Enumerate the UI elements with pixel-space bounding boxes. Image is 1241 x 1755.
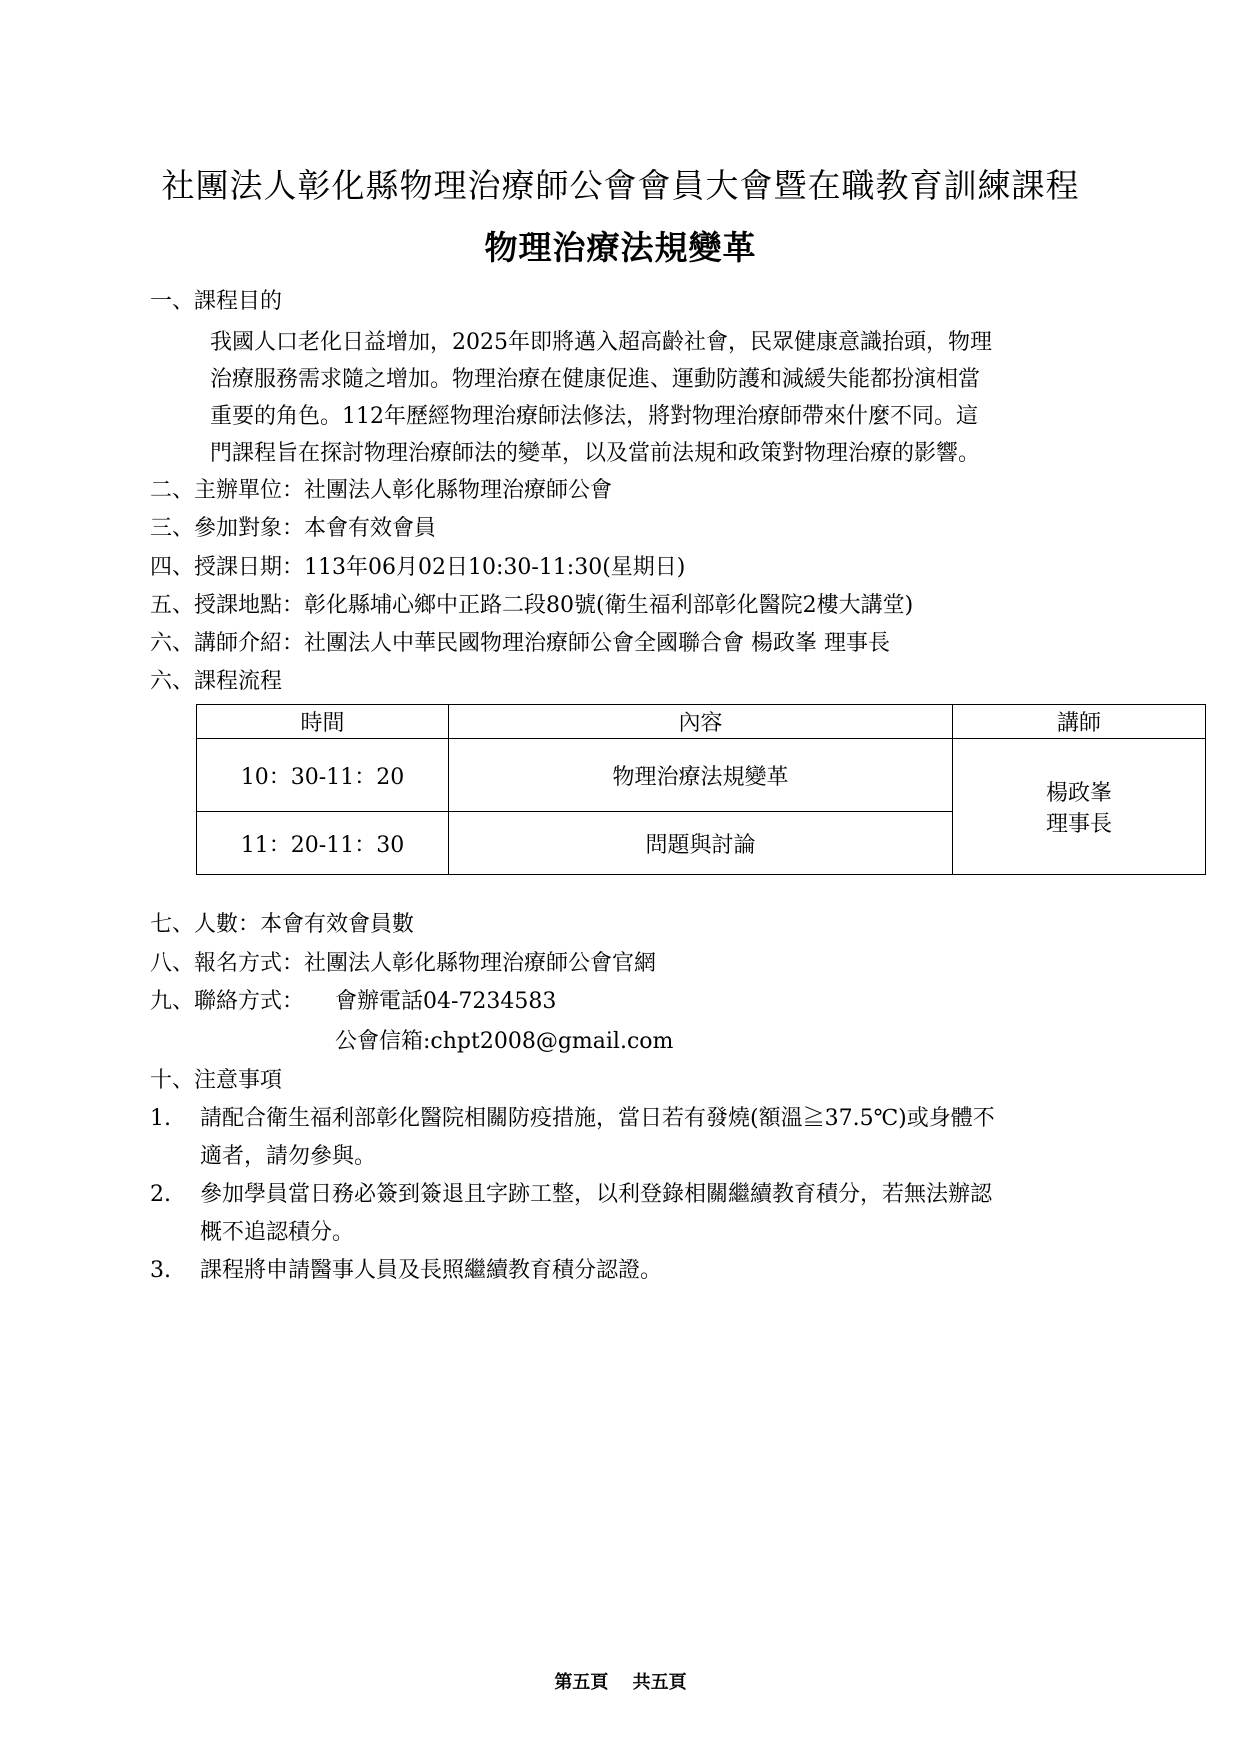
speaker-title: 理事長 bbox=[1045, 811, 1112, 837]
purpose-line: 治療服務需求隨之增加。物理治療在健康促進、運動防護和減緩失能都扮演相當 bbox=[210, 367, 981, 392]
cell-time: 11：20-11：30 bbox=[197, 812, 449, 875]
purpose-line: 重要的角色。112年歷經物理治療師法修法，將對物理治療師帶來什麼不同。這 bbox=[210, 404, 978, 429]
notes-heading: 十、注意事項 bbox=[150, 1068, 283, 1093]
date-line: 四、授課日期：113年06月02日10:30-11:30(星期日) bbox=[150, 555, 686, 580]
table-row bbox=[197, 739, 1206, 812]
note-line: 參加學員當日務必簽到簽退且字跡工整，以利登錄相關繼續教育積分，若無法辦認 bbox=[200, 1182, 993, 1207]
cell-content: 問題與討論 bbox=[449, 812, 953, 875]
purpose-line: 門課程旨在探討物理治療師法的變革，以及當前法規和政策對物理治療的影響。 bbox=[210, 441, 981, 466]
note-line: 適者，請勿參與。 bbox=[200, 1144, 377, 1169]
document-title: 社團法人彰化縣物理治療師公會會員大會暨在職教育訓練課程 bbox=[161, 166, 1080, 205]
speaker-line: 六、講師介紹：社團法人中華民國物理治療師公會全國聯合會 楊政峯 理事長 bbox=[150, 631, 890, 656]
cell-content: 物理治療法規變革 bbox=[449, 739, 953, 812]
speaker-name: 楊政峯 bbox=[1045, 780, 1112, 806]
location-line: 五、授課地點：彰化縣埔心鄉中正路二段80號(衛生福利部彰化醫院2樓大講堂) bbox=[150, 593, 914, 618]
contact-email: 公會信箱:chpt2008@gmail.com bbox=[335, 1029, 674, 1054]
schedule-table bbox=[196, 704, 1206, 875]
document-subtitle: 物理治療法規變革 bbox=[484, 228, 757, 267]
purpose-paragraph bbox=[210, 324, 1100, 472]
note-number: 2. bbox=[150, 1182, 171, 1207]
schedule-header-row bbox=[197, 705, 1206, 739]
cell-speaker bbox=[953, 739, 1206, 875]
header-speaker: 講師 bbox=[953, 705, 1206, 739]
audience-line: 三、參加對象：本會有效會員 bbox=[150, 516, 437, 541]
note-number: 1. bbox=[150, 1106, 171, 1131]
note-line: 概不追認積分。 bbox=[200, 1220, 355, 1245]
note-number: 3. bbox=[150, 1258, 171, 1283]
registration-line: 八、報名方式：社團法人彰化縣物理治療師公會官網 bbox=[150, 951, 657, 976]
flow-heading: 六、課程流程 bbox=[150, 669, 283, 694]
note-line: 課程將申請醫事人員及長照繼續教育積分認證。 bbox=[200, 1258, 663, 1283]
header-time: 時間 bbox=[197, 705, 449, 739]
purpose-line: 我國人口老化日益增加，2025年即將邁入超高齡社會，民眾健康意識抬頭，物理 bbox=[210, 330, 992, 355]
header-content: 內容 bbox=[449, 705, 953, 739]
cell-time: 10：30-11：20 bbox=[197, 739, 449, 812]
contact-phone: 會辦電話04-7234583 bbox=[335, 989, 557, 1014]
organizer-line: 二、主辦單位：社團法人彰化縣物理治療師公會 bbox=[150, 478, 613, 503]
note-line: 請配合衛生福利部彰化醫院相關防疫措施，當日若有發燒(額溫≧37.5℃)或身體不 bbox=[200, 1106, 995, 1131]
contact-label: 九、聯絡方式： bbox=[150, 989, 305, 1014]
purpose-heading: 一、課程目的 bbox=[150, 289, 283, 314]
page-footer: 第五頁 共五頁 bbox=[554, 1672, 687, 1693]
headcount-line: 七、人數：本會有效會員數 bbox=[150, 912, 415, 937]
